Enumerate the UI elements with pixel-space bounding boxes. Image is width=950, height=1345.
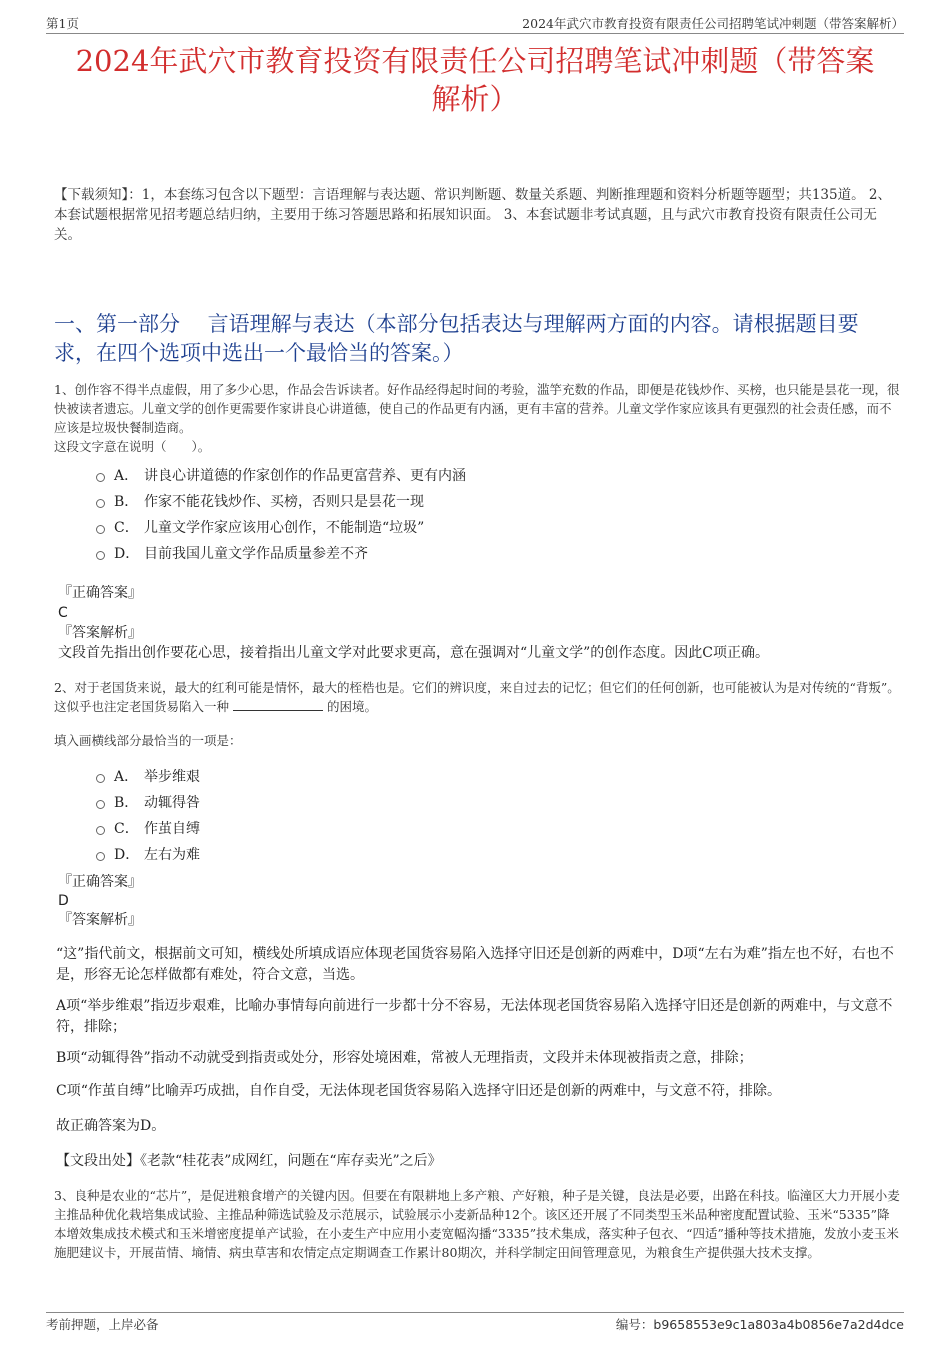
- radio-icon[interactable]: [96, 551, 105, 560]
- page-footer: [46, 1312, 904, 1332]
- option-text: 动辄得咎: [144, 795, 200, 811]
- question-1: [54, 380, 900, 456]
- question-2-stem: 2、对于老国货来说，最大的红利可能是情怀，最大的桎梏也是。它们的辨识度，来自过去的记忆；但它们的任何创新，也可能被认为是对传统的“背叛”。这似乎也注定老国货易陷入一种: [54, 680, 900, 714]
- option-d[interactable]: D． 左右为难: [96, 841, 696, 867]
- answer-label: 『正确答案』: [58, 874, 142, 890]
- analysis-paragraph: “这”指代前文，根据前文可知，横线处所填成语应体现老国货容易陷入选择守旧还是创新的两难中，D项“左右为难”指左也不好，右也不是，形容无论怎样做都有难处，符合文意，当选。: [56, 946, 894, 983]
- option-text: 左右为难: [144, 847, 200, 863]
- header-doc-title: 2024年武穴市教育投资有限责任公司招聘笔试冲刺题（带答案解析）: [522, 16, 904, 31]
- radio-icon[interactable]: [96, 774, 105, 783]
- title-line-1: 2024年武穴市教育投资有限责任公司招聘笔试冲刺题（带答案: [75, 44, 875, 78]
- document-code: b9658553e9c1a803a4b0856e7a2d4dce: [653, 1317, 904, 1332]
- fill-blank: [233, 699, 323, 711]
- option-c[interactable]: C． 儿童文学作家应该用心创作，不能制造“垃圾”: [96, 514, 696, 540]
- option-a[interactable]: A． 讲良心讲道德的作家创作的作品更富营养、更有内涵: [96, 462, 696, 488]
- answer-value: C: [58, 605, 68, 621]
- option-b[interactable]: B． 动辄得咎: [96, 789, 696, 815]
- question-2-stem-end: 的困境。: [326, 699, 377, 714]
- answer-label: 『正确答案』: [58, 585, 142, 601]
- analysis-paragraph: C项“作茧自缚”比喻弄巧成拙，自作自受，无法体现老国货容易陷入选择守旧还是创新的两难中，与文意不符，排除。: [56, 1083, 782, 1099]
- option-text: 作茧自缚: [144, 821, 200, 837]
- question-2-prompt: 填入画横线部分最恰当的一项是：: [54, 733, 242, 748]
- radio-icon[interactable]: [96, 826, 105, 835]
- analysis-paragraph: 故正确答案为D。: [56, 1118, 166, 1134]
- analysis-label: 『答案解析』: [58, 625, 142, 641]
- analysis-paragraph: B项“动辄得咎”指动不动就受到指责或处分，形容处境困难，常被人无理指责，文段并未体现被指责之意，排除；: [56, 1050, 753, 1066]
- page-header: [46, 14, 904, 34]
- source-note: 【文段出处】《老款“桂花表”成网红，问题在“库存卖光”之后》: [56, 1153, 442, 1169]
- option-a[interactable]: A． 举步维艰: [96, 763, 696, 789]
- question-2-answer: [58, 873, 900, 930]
- question-1-stem: 1、创作容不得半点虚假，用了多少心思，作品会告诉读者。好作品经得起时间的考验，滥竽充数的作品，即便是花钱炒作、买榜，也只能是昙花一现，很快被读者遗忘。儿童文学的创作更需要作家讲良心讲道德，使自己的作品更有内涵，更有丰富的营养。儿童文学作家应该具有更强烈的社会责任感，而不应该是垃圾快餐制造商。: [54, 382, 900, 435]
- page-number: 第1页: [46, 16, 79, 31]
- document-title: [40, 42, 910, 118]
- question-2-options: [96, 763, 696, 867]
- footer-code: 编号：b9658553e9c1a803a4b0856e7a2d4dce: [615, 1317, 904, 1332]
- radio-icon[interactable]: [96, 525, 105, 534]
- option-b[interactable]: B． 作家不能花钱炒作、买榜，否则只是昙花一现: [96, 488, 696, 514]
- question-3-stem: 3、良种是农业的“芯片”，是促进粮食增产的关键内因。但要在有限耕地上多产粮、产好粮，种子是关键，良法是必要，出路在科技。临潼区大力开展小麦主推品种优化栽培集成试验、主推品种筛选试验及示范展示，试验展示小麦新品种12个。该区还开展了不同类型玉米品种密度配置试验、玉米“5335”降本增效集成技术模式和玉米增密度提单产试验，在小麦生产中应用小麦宽幅沟播“3335”技术集成，落实种子包衣、“四适”播种等技术措施，发放小麦玉米施肥建议卡，开展苗情、墒情、病虫草害和农情定点定期调查工作累计80期次，并科学制定田间管理意见，为粮食生产提供强大技术支撑。: [54, 1188, 900, 1260]
- analysis-text: 文段首先指出创作要花心思，接着指出儿童文学对此要求更高，意在强调对“儿童文学”的创作态度。因此C项正确。: [58, 645, 770, 661]
- option-text: 儿童文学作家应该用心创作，不能制造“垃圾”: [144, 520, 425, 536]
- radio-icon[interactable]: [96, 473, 105, 482]
- option-text: 作家不能花钱炒作、买榜，否则只是昙花一现: [144, 494, 424, 510]
- question-1-options: [96, 462, 696, 566]
- question-2-analysis: [56, 944, 894, 1172]
- option-d[interactable]: D． 目前我国儿童文学作品质量参差不齐: [96, 540, 696, 566]
- radio-icon[interactable]: [96, 800, 105, 809]
- radio-icon[interactable]: [96, 499, 105, 508]
- option-text: 目前我国儿童文学作品质量参差不齐: [144, 546, 368, 562]
- analysis-label: 『答案解析』: [58, 912, 142, 928]
- answer-value: D: [58, 893, 69, 909]
- radio-icon[interactable]: [96, 852, 105, 861]
- footer-slogan: 考前押题，上岸必备: [46, 1317, 159, 1332]
- option-text: 举步维艰: [144, 769, 200, 785]
- section-heading: 一、第一部分 言语理解与表达（本部分包括表达与理解两方面的内容。请根据题目要求，在四个选项中选出一个最恰当的答案。）: [54, 312, 859, 365]
- question-2: [54, 678, 900, 750]
- analysis-paragraph: A项“举步维艰”指迈步艰难，比喻办事情每向前进行一步都十分不容易，无法体现老国货容易陷入选择守旧还是创新的两难中，与文意不符，排除；: [56, 998, 893, 1035]
- option-text: 讲良心讲道德的作家创作的作品更富营养、更有内涵: [144, 468, 466, 484]
- title-line-2: 解析）: [431, 82, 519, 116]
- question-1-answer: [58, 584, 900, 663]
- question-1-prompt: 这段文字意在说明（ ）。: [54, 439, 211, 454]
- download-notice: 【下载须知】：1，本套练习包含以下题型：言语理解与表达题、常识判断题、数量关系题、判断推理题和资料分析题等题型；共135道。 2、本套试题根据常见招考题总结归纳，主要用于练习答题思路和拓展知识面。 3、本套试题非考试真题，且与武穴市教育投资有限责任公司无关。: [54, 187, 891, 243]
- option-c[interactable]: C． 作茧自缚: [96, 815, 696, 841]
